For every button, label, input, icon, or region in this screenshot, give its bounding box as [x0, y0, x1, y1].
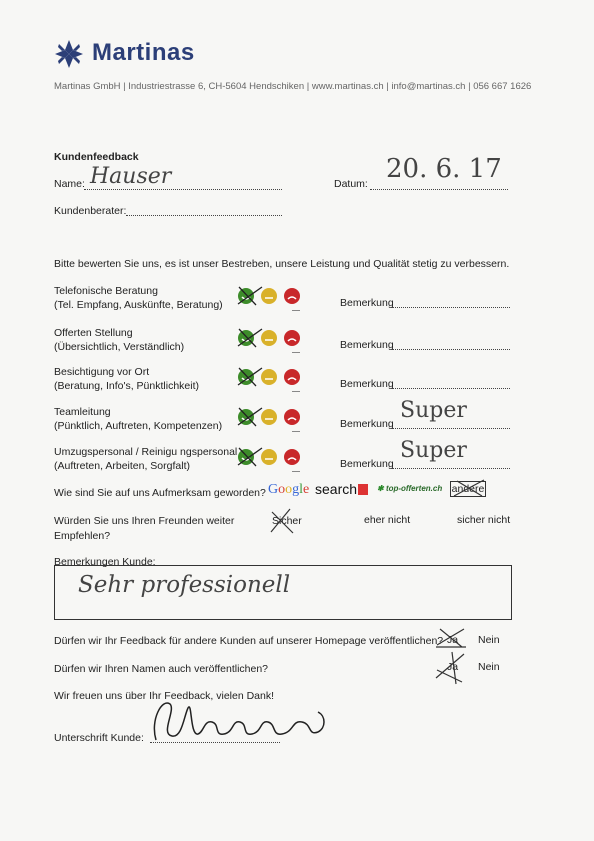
rating-dash	[292, 471, 300, 472]
publish-name-ja[interactable]: Ja	[447, 661, 459, 673]
top-offerten-icon: ✱	[377, 484, 384, 493]
search-option[interactable]	[315, 481, 368, 497]
criterion-detail: (Übersichtlich, Verständlich)	[54, 341, 185, 353]
google-option[interactable]: Google	[268, 482, 310, 497]
remark-value[interactable]: Super	[400, 438, 467, 463]
remark-label: Bemerkung	[340, 378, 394, 390]
search-ch-icon	[358, 484, 368, 495]
top-offerten-label: top-offerten.ch	[385, 484, 443, 493]
rating-faces[interactable]	[236, 286, 302, 306]
criterion-title: Offerten Stellung	[54, 327, 133, 339]
criterion-detail: (Pünktlich, Auftreten, Kompetenzen)	[54, 420, 223, 432]
neutral-face-icon[interactable]	[261, 330, 277, 346]
rating-faces[interactable]	[236, 407, 302, 427]
neutral-face-icon[interactable]	[261, 409, 277, 425]
bad-face-icon[interactable]	[284, 409, 300, 425]
remark-label: Bemerkung	[340, 418, 394, 430]
bad-face-icon[interactable]	[284, 330, 300, 346]
rating-dash	[292, 310, 300, 311]
criterion-title: Teamleitung	[54, 406, 111, 418]
date-label: Datum:	[334, 178, 368, 190]
advisor-label: Kundenberater:	[54, 205, 127, 217]
criterion-title: Besichtigung vor Ort	[54, 366, 150, 378]
recommend-question-line1: Würden Sie uns Ihren Freunden weiter	[54, 515, 235, 527]
sicher-cross-mark	[268, 507, 296, 535]
criterion-detail: (Auftreten, Arbeiten, Sorgfalt)	[54, 460, 190, 472]
rating-dash	[292, 352, 300, 353]
thanks-text: Wir freuen uns über Ihr Feedback, vielen Dank!	[54, 690, 275, 702]
martinas-logo-icon	[54, 39, 84, 69]
bad-face-icon[interactable]	[284, 288, 300, 304]
rating-faces[interactable]	[236, 328, 302, 348]
recommend-sicher[interactable]: Sicher	[272, 515, 302, 527]
customer-signature	[142, 690, 332, 750]
brand-name: Martinas	[92, 39, 195, 66]
bad-face-icon[interactable]	[284, 369, 300, 385]
criterion-detail: (Tel. Empfang, Auskünfte, Beratung)	[54, 299, 223, 311]
neutral-face-icon[interactable]	[261, 369, 277, 385]
rating-faces[interactable]	[236, 367, 302, 387]
recommend-eher-nicht[interactable]: eher nicht	[364, 514, 411, 526]
top-offerten-option[interactable]	[377, 484, 442, 493]
rating-dash	[292, 391, 300, 392]
signature-label: Unterschrift Kunde:	[54, 732, 144, 744]
criterion-title: Telefonische Beratung	[54, 285, 158, 297]
comments-label: Bemerkungen Kunde:	[54, 556, 156, 568]
rating-dash	[292, 431, 300, 432]
remark-value[interactable]: Super	[400, 398, 467, 423]
remark-label: Bemerkung	[340, 339, 394, 351]
andere-label: andere	[451, 483, 485, 495]
date-line	[370, 189, 508, 190]
neutral-face-icon[interactable]	[261, 288, 277, 304]
neutral-face-icon[interactable]	[261, 449, 277, 465]
recommend-sicher-nicht[interactable]: sicher nicht	[457, 514, 511, 526]
criterion-detail: (Beratung, Info's, Pünktlichkeit)	[54, 380, 199, 392]
criterion-title: Umzugspersonal / Reinigu ngspersonal	[54, 446, 238, 458]
comments-value[interactable]: Sehr professionell	[78, 572, 291, 598]
bad-face-icon[interactable]	[284, 449, 300, 465]
name-label: Name:	[54, 178, 85, 190]
publish-name-cross-mark	[434, 650, 468, 686]
intro-text: Bitte bewerten Sie uns, es ist unser Bestreben, unsere Leistung und Qualität stetig zu verbessern.	[54, 258, 510, 270]
publish-name-question: Dürfen wir Ihren Namen auch veröffentlichen?	[54, 663, 269, 675]
advisor-line[interactable]	[126, 215, 282, 216]
date-value[interactable]: 20. 6. 17	[386, 154, 502, 184]
publish-name-nein[interactable]: Nein	[478, 661, 500, 673]
name-value[interactable]: Hauser	[90, 164, 172, 189]
remark-line[interactable]	[392, 388, 510, 389]
publish-feedback-question: Dürfen wir Ihr Feedback für andere Kunden auf unserer Homepage veröffentlichen?	[54, 635, 444, 647]
remark-label: Bemerkung	[340, 458, 394, 470]
form-title: Kundenfeedback	[54, 151, 139, 163]
remark-line[interactable]	[392, 428, 510, 429]
publish-feedback-nein[interactable]: Nein	[478, 634, 500, 646]
remark-line[interactable]	[392, 468, 510, 469]
publish-feedback-cross-mark	[434, 625, 468, 651]
search-label: search	[315, 481, 358, 497]
andere-cross-mark	[452, 478, 486, 498]
rating-faces[interactable]	[236, 447, 302, 467]
remark-label: Bemerkung	[340, 297, 394, 309]
publish-feedback-ja[interactable]: Ja	[447, 634, 459, 646]
remark-line[interactable]	[392, 349, 510, 350]
source-question: Wie sind Sie auf uns Aufmerksam geworden?	[54, 487, 266, 499]
company-contact: Martinas GmbH | Industriestrasse 6, CH-5604 Hendschiken | www.martinas.ch | info@martinas.ch | 056 667 1626	[54, 81, 532, 92]
remark-line[interactable]	[392, 307, 510, 308]
name-line	[84, 189, 282, 190]
recommend-question-line2: Empfehlen?	[54, 530, 111, 542]
